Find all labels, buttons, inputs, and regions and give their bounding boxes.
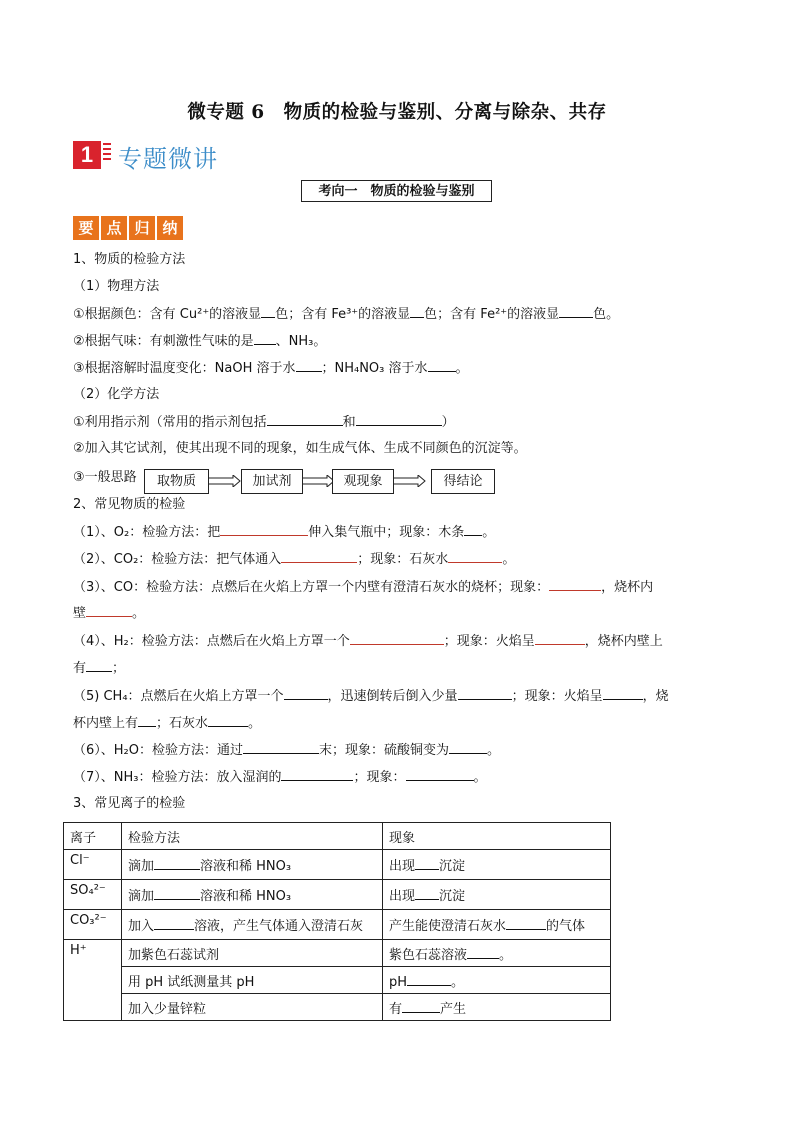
- text: 壁: [73, 606, 87, 621]
- flow-arrow-icon: [303, 475, 335, 487]
- badge-char: 归: [129, 216, 155, 240]
- badge-char: 要: [73, 216, 99, 240]
- fill-blank[interactable]: [449, 741, 487, 754]
- text: 。: [451, 974, 465, 990]
- topic-box: 考向一 物质的检验与鉴别: [301, 180, 492, 202]
- table-row: [64, 994, 611, 1021]
- text: 。: [482, 525, 496, 540]
- heading-2: 2、常见物质的检验: [73, 497, 186, 512]
- text: 杯内壁上有: [73, 716, 139, 731]
- phenomenon-cell: [383, 940, 611, 967]
- text: （4）、H₂：检验方法：点燃后在火焰上方罩一个: [73, 634, 350, 649]
- text: 紫色石蕊溶液: [389, 947, 468, 963]
- phys-line-color: [73, 305, 619, 324]
- physical-methods-heading: （1）物理方法: [73, 279, 160, 294]
- text: 有: [389, 1001, 403, 1017]
- text: 。: [502, 552, 516, 567]
- fill-blank[interactable]: [428, 359, 456, 372]
- text: （7）、NH₃：检验方法：放入湿润的: [73, 770, 282, 785]
- text: （2）、CO₂：检验方法：把气体通入: [73, 552, 282, 567]
- fill-blank[interactable]: [415, 857, 439, 870]
- text: 。: [132, 606, 146, 621]
- phenomenon-cell: [383, 967, 611, 994]
- flow-step-take-substance: 取物质: [144, 469, 209, 494]
- flow-step-conclude: 得结论: [431, 469, 495, 494]
- fill-blank[interactable]: [410, 305, 424, 318]
- fill-blank[interactable]: [415, 887, 439, 900]
- text: ③根据溶解时温度变化：NaOH 溶于水: [73, 361, 296, 376]
- fill-blank[interactable]: [603, 687, 643, 700]
- table-row: [64, 967, 611, 994]
- phenomenon-cell: [383, 850, 611, 880]
- phys-line-smell: [73, 332, 326, 351]
- fill-blank[interactable]: [559, 305, 593, 318]
- table-row: [64, 910, 611, 940]
- flow-arrow-icon: [394, 475, 426, 487]
- fill-blank[interactable]: [281, 550, 357, 563]
- text: 产生: [440, 1001, 467, 1017]
- text: 出现: [389, 859, 416, 874]
- text: ；NH₄NO₃ 溶于水: [321, 361, 428, 376]
- fill-blank[interactable]: [549, 578, 601, 591]
- phenomenon-cell: [383, 880, 611, 910]
- flow-arrow-icon: [209, 475, 241, 487]
- method-cell: 加入少量锌粒: [122, 994, 383, 1021]
- text: ，烧: [642, 689, 669, 704]
- column-header: 检验方法: [122, 823, 383, 850]
- fill-blank[interactable]: [350, 632, 444, 645]
- item-nh3: [73, 768, 487, 787]
- fill-blank[interactable]: [284, 687, 328, 700]
- text: 沉淀: [439, 859, 466, 874]
- text: ①根据颜色：含有 Cu²⁺的溶液显: [73, 307, 262, 322]
- text: ，烧杯内壁上: [584, 634, 663, 649]
- key-points-badges: [73, 216, 183, 240]
- text: 色；含有 Fe³⁺的溶液显: [275, 307, 411, 322]
- text: 产生能使澄清石灰水: [389, 919, 507, 934]
- section-title: 专题微讲: [118, 145, 218, 173]
- fill-blank[interactable]: [154, 857, 200, 870]
- ion-cell: SO₄²⁻: [64, 880, 122, 910]
- fill-blank[interactable]: [464, 523, 482, 536]
- text: ）: [441, 415, 455, 430]
- method-cell: [122, 850, 383, 880]
- section-number-badge: 1: [73, 141, 101, 169]
- item-ch4-line1: [73, 687, 669, 706]
- fill-blank[interactable]: [208, 714, 248, 727]
- ion-cell: CO₃²⁻: [64, 910, 122, 940]
- fill-blank[interactable]: [267, 413, 343, 426]
- table-row: [64, 880, 611, 910]
- item-h2-line1: [73, 632, 663, 651]
- text: 沉淀: [439, 889, 466, 904]
- text: 伸入集气瓶中；现象：木条: [308, 525, 465, 540]
- fill-blank[interactable]: [220, 523, 308, 536]
- text: pH: [389, 974, 408, 990]
- ion-cell: Cl⁻: [64, 850, 122, 880]
- text: ；现象：石灰水: [357, 552, 449, 567]
- fill-blank[interactable]: [448, 550, 502, 563]
- table-row: [64, 850, 611, 880]
- text: 。: [499, 947, 513, 963]
- text: （1）、O₂：检验方法：把: [73, 525, 221, 540]
- fill-blank[interactable]: [356, 413, 442, 426]
- phenomenon-cell: [383, 994, 611, 1021]
- fill-blank[interactable]: [281, 768, 353, 781]
- fill-blank[interactable]: [243, 741, 319, 754]
- text: ，迅速倒转后倒入少量: [327, 689, 458, 704]
- text: ①利用指示剂（常用的指示剂包括: [73, 415, 267, 430]
- chemical-methods-heading: （2）化学方法: [73, 387, 160, 402]
- text: （3）、CO：检验方法：点燃后在火焰上方罩一个内壁有澄清石灰水的烧杯；现象：: [73, 580, 550, 595]
- text: 溶液和稀 HNO₃: [200, 889, 292, 904]
- item-o2: [73, 523, 495, 542]
- chem-line-reagent: ②加入其它试剂，使其出现不同的现象，如生成气体、生成不同颜色的沉淀等。: [73, 441, 527, 456]
- badge-char: 纳: [157, 216, 183, 240]
- fill-blank[interactable]: [86, 604, 132, 617]
- text: 色。: [593, 307, 620, 322]
- fill-blank[interactable]: [154, 887, 200, 900]
- text: 的气体: [546, 919, 586, 934]
- fill-blank[interactable]: [406, 768, 474, 781]
- text: ；现象：火焰呈: [511, 689, 603, 704]
- text: ；现象：火焰呈: [443, 634, 535, 649]
- fill-blank[interactable]: [254, 332, 276, 345]
- text: 。: [487, 743, 501, 758]
- ion-test-table: [63, 822, 611, 1021]
- column-header: 现象: [383, 823, 611, 850]
- text: 溶液和稀 HNO₃: [200, 859, 292, 874]
- table-header-row: [64, 823, 611, 850]
- method-cell: 用 pH 试纸测量其 pH: [122, 967, 383, 994]
- fill-blank[interactable]: [154, 917, 194, 930]
- fill-blank[interactable]: [296, 359, 322, 372]
- phenomenon-cell: [383, 910, 611, 940]
- item-h2o: [73, 741, 500, 760]
- text: ，烧杯内: [601, 580, 654, 595]
- flow-step-observe: 观现象: [332, 469, 394, 494]
- text: 滴加: [128, 859, 155, 874]
- text: ②根据气味：有刺激性气味的是: [73, 334, 254, 349]
- fill-blank[interactable]: [458, 687, 512, 700]
- text: 色；含有 Fe²⁺的溶液显: [424, 307, 560, 322]
- text: （5) CH₄：点燃后在火焰上方罩一个: [73, 689, 284, 704]
- fill-blank[interactable]: [506, 917, 546, 930]
- text: ；现象：: [353, 770, 406, 785]
- fill-blank[interactable]: [407, 973, 451, 986]
- document-title: 微专题 6 物质的检验与鉴别、分离与除杂、共存: [187, 102, 607, 123]
- text: 。: [473, 770, 487, 785]
- text: 和: [342, 415, 356, 430]
- badge-char: 点: [101, 216, 127, 240]
- fill-blank[interactable]: [402, 1000, 440, 1013]
- fill-blank[interactable]: [467, 946, 499, 959]
- text: ；: [112, 661, 126, 676]
- heading-1: 1、物质的检验方法: [73, 252, 186, 267]
- phys-line-temperature: [73, 359, 469, 378]
- item-co-line1: [73, 578, 653, 597]
- chem-line-approach: ③一般思路: [73, 470, 137, 485]
- text: 加入: [128, 919, 155, 934]
- heading-3: 3、常见离子的检验: [73, 796, 186, 811]
- text: （6）、H₂O：检验方法：通过: [73, 743, 243, 758]
- chem-line-indicator: [73, 413, 455, 432]
- fill-blank[interactable]: [535, 632, 585, 645]
- text: 、NH₃。: [275, 334, 327, 349]
- section-bars-icon: [103, 143, 111, 167]
- table-row: [64, 940, 611, 967]
- item-h2-line2: [73, 659, 125, 678]
- item-co2: [73, 550, 515, 569]
- ion-cell: H⁺: [64, 940, 122, 1021]
- text: 有: [73, 661, 87, 676]
- method-cell: 加紫色石蕊试剂: [122, 940, 383, 967]
- method-cell: [122, 880, 383, 910]
- fill-blank[interactable]: [138, 714, 156, 727]
- flow-step-add-reagent: 加试剂: [241, 469, 303, 494]
- item-co-line2: [73, 604, 145, 623]
- text: ；石灰水: [156, 716, 209, 731]
- item-ch4-line2: [73, 714, 261, 733]
- text: 出现: [389, 889, 416, 904]
- text: 。: [455, 361, 469, 376]
- fill-blank[interactable]: [86, 659, 112, 672]
- text: 溶液，产生气体通入澄清石灰: [194, 919, 364, 934]
- column-header: 离子: [64, 823, 122, 850]
- text: 滴加: [128, 889, 155, 904]
- text: 。: [248, 716, 262, 731]
- method-cell: [122, 910, 383, 940]
- fill-blank[interactable]: [261, 305, 275, 318]
- text: 末；现象：硫酸铜变为: [319, 743, 450, 758]
